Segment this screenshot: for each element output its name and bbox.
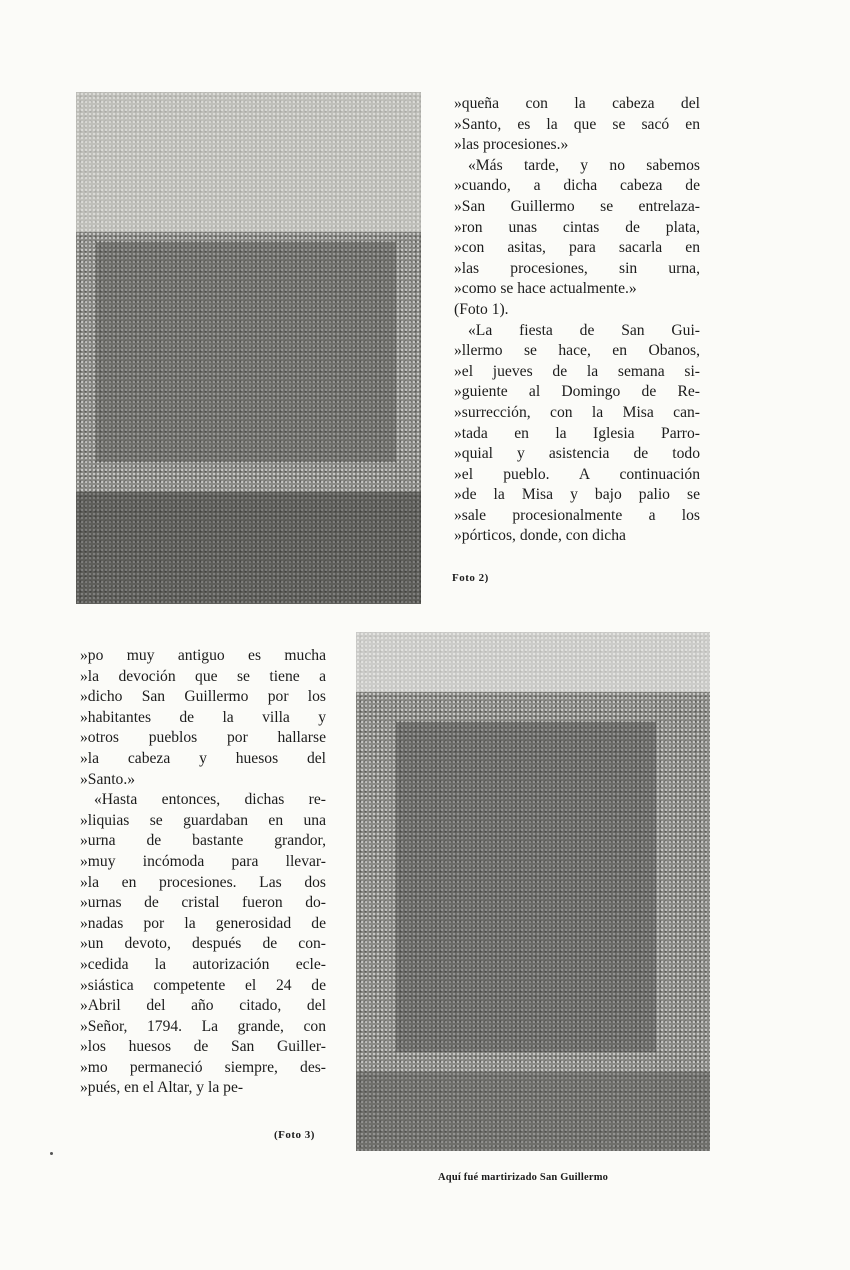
photo-bright-sky [356,632,710,692]
text-line: »liquias se guardaban en una [80,811,326,829]
text-line: »Santo.» [80,770,136,788]
text-line: »la cabeza y huesos del [80,749,326,767]
text-line: »la devoción que se tiene a [80,667,326,685]
text-line: »Señor, 1794. La grande, con [80,1017,326,1035]
text-line: »otros pueblos por hallarse [80,729,326,747]
text-line: »de la Misa y bajo palio se [454,486,700,504]
text-line: »tada en la Iglesia Parro- [454,424,700,442]
text-line: »cuando, a dicha cabeza de [454,177,700,195]
caption-martirizado: Aquí fué martirizado San Guillermo [438,1172,609,1183]
text-line: »el pueblo. A continuación [454,465,700,483]
text-line: »Abril del año citado, del [80,997,326,1015]
text-line: »quial y asistencia de todo [454,445,700,463]
text-line: »ron unas cintas de plata, [454,218,700,236]
text-line: «Más tarde, y no sabemos [468,156,700,174]
text-line: »urna de bastante grandor, [80,832,326,850]
text-line: «Hasta entonces, dichas re- [94,791,326,809]
text-line: »muy incómoda para llevar- [80,852,326,870]
text-line: »habitantes de la villa y [80,708,326,726]
text-line: »cedida la autorización ecle- [80,955,326,973]
text-column-right [454,94,700,547]
photo-lower-ground [356,1072,710,1151]
text-line: »la en procesiones. Las dos [80,873,326,891]
text-line: »las procesiones.» [454,136,569,154]
caption-foto-3: (Foto 3) [274,1129,315,1141]
text-line: (Foto 1). [454,300,509,318]
text-line: »llermo se hace, en Obanos, [454,342,700,360]
text-line: »sale procesionalmente a los [454,506,700,524]
text-line: »como se hace actualmente.» [454,280,637,298]
text-line: »guiente al Domingo de Re- [454,383,700,401]
text-line: »Santo, es la que se sacó en [454,115,700,133]
photo-sky-area [76,92,421,232]
margin-mark [50,1152,53,1155]
text-line: »nadas por la generosidad de [80,914,326,932]
photo-rock-face [396,722,656,1052]
photo-foto-2 [76,92,421,604]
photo-foto-3 [356,632,710,1151]
text-line: »pués, en el Altar, y la pe- [80,1079,244,1097]
text-line: »po muy antiguo es mucha [80,647,326,664]
text-line: »surrección, con la Misa can- [454,403,700,421]
text-line: »el jueves de la semana si- [454,362,700,380]
text-line: »pórticos, donde, con dicha [454,527,626,545]
text-column-left [80,646,326,1099]
text-line: »dicho San Guillermo por los [80,688,326,706]
text-line: «La fiesta de San Gui- [468,321,700,339]
text-line: »los huesos de San Guiller- [80,1038,326,1056]
text-line: »San Guillermo se entrelaza- [454,197,700,215]
text-line: »con asitas, para sacarla en [454,239,700,257]
text-line: »mo permaneció siempre, des- [80,1058,326,1076]
caption-foto-2: Foto 2) [452,572,489,584]
text-line: »un devoto, después de con- [80,935,326,953]
photo-ground [76,492,421,604]
photo-building-wall [96,242,396,462]
text-line: »urnas de cristal fueron do- [80,894,326,912]
text-line: »siástica competente el 24 de [80,976,326,994]
text-line: »queña con la cabeza del [454,95,700,112]
text-line: »las procesiones, sin urna, [454,259,700,277]
